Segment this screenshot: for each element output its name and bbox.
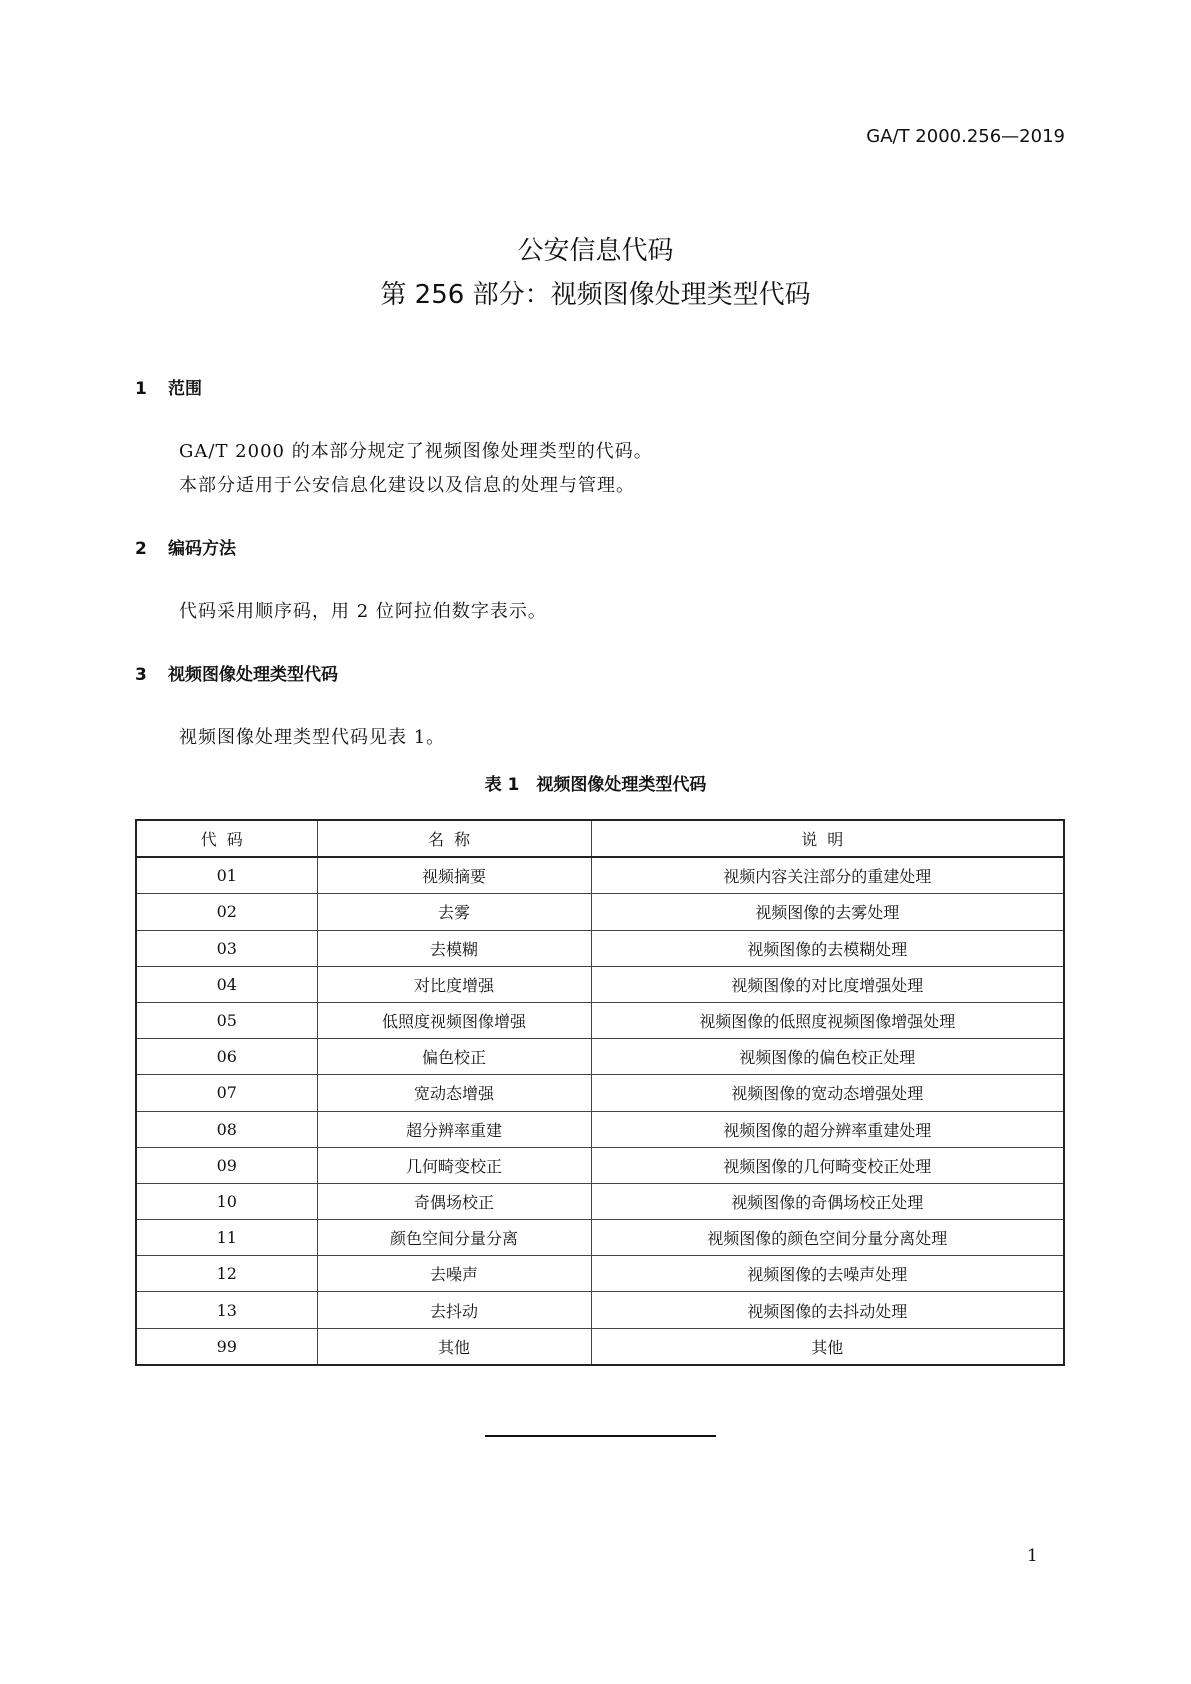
cell-desc: 视频图像的奇偶场校正处理	[591, 1183, 1064, 1219]
cell-code: 11	[136, 1220, 317, 1256]
cell-desc: 视频图像的超分辨率重建处理	[591, 1111, 1064, 1147]
cell-name: 奇偶场校正	[317, 1183, 591, 1219]
table-row	[136, 1183, 1064, 1219]
cell-desc: 视频内容关注部分的重建处理	[591, 857, 1064, 894]
cell-desc: 视频图像的颜色空间分量分离处理	[591, 1220, 1064, 1256]
paragraph: 代码采用顺序码，用 2 位阿拉伯数字表示。	[179, 601, 547, 622]
cell-name: 去噪声	[317, 1256, 591, 1292]
cell-code: 13	[136, 1292, 317, 1328]
header-desc: 说明	[591, 820, 1064, 857]
cell-code: 02	[136, 894, 317, 930]
cell-name: 去抖动	[317, 1292, 591, 1328]
cell-desc: 视频图像的几何畸变校正处理	[591, 1147, 1064, 1183]
section-heading-3: 3 视频图像处理类型代码	[135, 665, 338, 685]
cell-code: 10	[136, 1183, 317, 1219]
cell-desc: 视频图像的宽动态增强处理	[591, 1075, 1064, 1111]
cell-code: 99	[136, 1328, 317, 1365]
end-rule	[485, 1435, 716, 1437]
page-number: 1	[1027, 1546, 1038, 1566]
cell-desc: 视频图像的低照度视频图像增强处理	[591, 1002, 1064, 1038]
cell-desc: 视频图像的去模糊处理	[591, 930, 1064, 966]
cell-code: 01	[136, 857, 317, 894]
cell-name: 视频摘要	[317, 857, 591, 894]
standard-number: GA/T 2000.256—2019	[866, 126, 1065, 147]
paragraph: 视频图像处理类型代码见表 1。	[179, 727, 446, 748]
cell-name: 颜色空间分量分离	[317, 1220, 591, 1256]
table-row	[136, 1292, 1064, 1328]
cell-desc: 视频图像的去抖动处理	[591, 1292, 1064, 1328]
cell-name: 去模糊	[317, 930, 591, 966]
cell-code: 07	[136, 1075, 317, 1111]
cell-name: 偏色校正	[317, 1039, 591, 1075]
document-title: 公安信息代码	[517, 236, 674, 266]
cell-code: 06	[136, 1039, 317, 1075]
table-row	[136, 1002, 1064, 1038]
header-name: 名称	[317, 820, 591, 857]
cell-name: 对比度增强	[317, 966, 591, 1002]
table-row	[136, 1328, 1064, 1365]
paragraph: 本部分适用于公安信息化建设以及信息的处理与管理。	[179, 475, 635, 496]
table-row	[136, 857, 1064, 894]
cell-code: 08	[136, 1111, 317, 1147]
table-row	[136, 1220, 1064, 1256]
table-row	[136, 1075, 1064, 1111]
cell-code: 05	[136, 1002, 317, 1038]
cell-code: 09	[136, 1147, 317, 1183]
cell-name: 超分辨率重建	[317, 1111, 591, 1147]
cell-desc: 视频图像的去雾处理	[591, 894, 1064, 930]
cell-desc: 其他	[591, 1328, 1064, 1365]
cell-name: 几何畸变校正	[317, 1147, 591, 1183]
table-header-row	[136, 820, 1064, 857]
section-heading-2: 2 编码方法	[135, 539, 236, 559]
cell-desc: 视频图像的对比度增强处理	[591, 966, 1064, 1002]
table-caption: 表 1 视频图像处理类型代码	[484, 775, 707, 795]
cell-name: 其他	[317, 1328, 591, 1365]
table-row	[136, 1256, 1064, 1292]
table-row	[136, 930, 1064, 966]
table-row	[136, 894, 1064, 930]
paragraph: GA/T 2000 的本部分规定了视频图像处理类型的代码。	[179, 441, 653, 462]
cell-desc: 视频图像的去噪声处理	[591, 1256, 1064, 1292]
section-heading-1: 1 范围	[135, 379, 202, 399]
cell-name: 去雾	[317, 894, 591, 930]
cell-name: 宽动态增强	[317, 1075, 591, 1111]
header-code: 代码	[136, 820, 317, 857]
document-subtitle: 第 256 部分：视频图像处理类型代码	[380, 280, 811, 310]
cell-code: 03	[136, 930, 317, 966]
table-row	[136, 966, 1064, 1002]
table-row	[136, 1147, 1064, 1183]
cell-name: 低照度视频图像增强	[317, 1002, 591, 1038]
table-row	[136, 1039, 1064, 1075]
code-table	[135, 819, 1065, 1366]
cell-desc: 视频图像的偏色校正处理	[591, 1039, 1064, 1075]
cell-code: 12	[136, 1256, 317, 1292]
table-row	[136, 1111, 1064, 1147]
cell-code: 04	[136, 966, 317, 1002]
